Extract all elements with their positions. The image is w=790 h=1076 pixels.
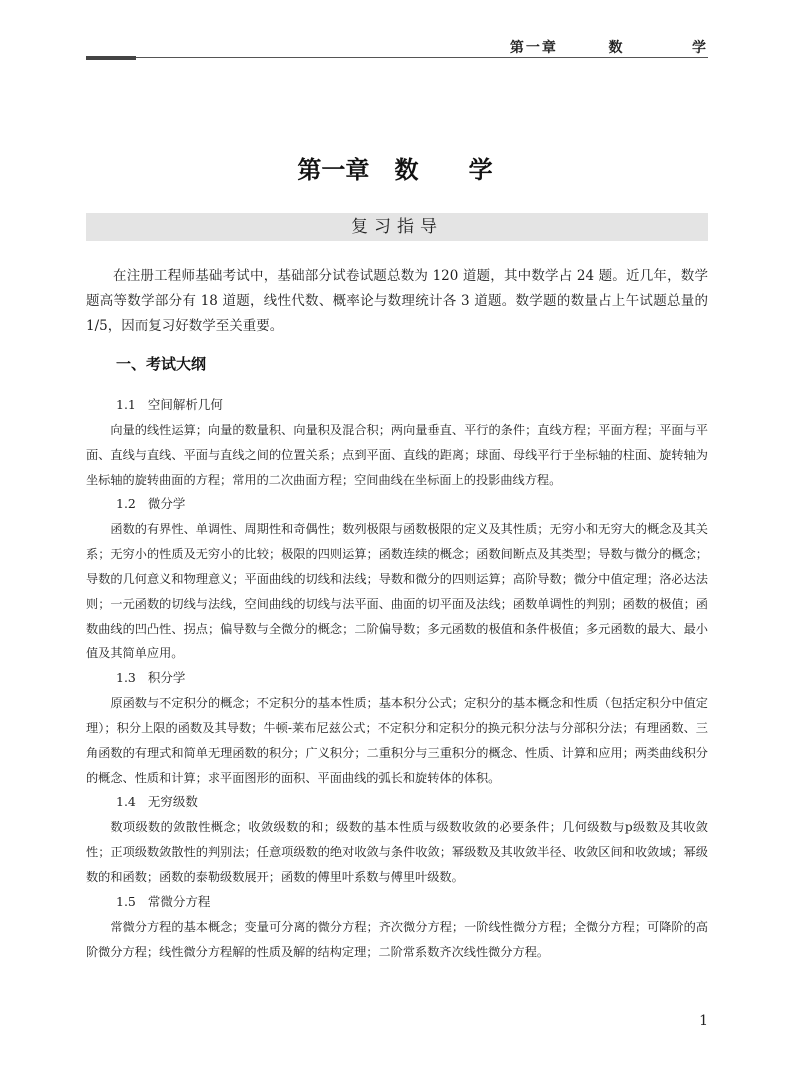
chapter-title: 第一章 数 学 [297, 156, 493, 184]
subsection-body: 向量的线性运算；向量的数量积、向量积及混合积；两向量垂直、平行的条件；直线方程；平面方程；平面与平面、直线与直线、平面与直线之间的位置关系；点到平面、直线的距离；球面、母线平行于坐标轴的柱面、旋转轴为坐标轴的旋转曲面的方程；常用的二次曲面方程；空间曲线在坐标面上的投影曲线方程。 [86, 423, 708, 487]
subsection-heading [86, 666, 708, 691]
subsection-number: 1.1 [116, 397, 136, 412]
outline-subsections [86, 393, 708, 964]
subsection-heading [86, 790, 708, 815]
running-header-title: 第一章 数 学 [509, 40, 708, 56]
subsection-number: 1.2 [116, 496, 136, 512]
subsection-heading [86, 393, 708, 418]
subsection-title: 微分学 [147, 496, 186, 512]
subsection-number: 1.3 [116, 670, 136, 686]
section-title: 复习指导 [351, 217, 443, 237]
subsection-heading [86, 492, 708, 517]
subsection-body: 数项级数的敛散性概念；收敛级数的和；级数的基本性质与级数收敛的必要条件；几何级数与p级数及其收敛性；正项级数敛散性的判别法；任意项级数的绝对收敛与条件收敛；幂级数及其收敛半径、收敛区间和收敛域；幂级数的和函数；函数的泰勒级数展开；函数的傅里叶系数与傅里叶级数。 [86, 820, 708, 884]
header-rule [86, 57, 708, 58]
subsection-title: 无穷级数 [147, 794, 198, 810]
subsection-number: 1.4 [116, 794, 136, 810]
header-rule-accent [86, 56, 136, 60]
subsection-ordinary-differential-equations [86, 890, 708, 965]
intro-paragraph: 在注册工程师基础考试中，基础部分试卷试题总数为 120 道题，其中数学占 24 题。近几年，数学题高等数学部分有 18 道题，线性代数、概率论与数理统计各 3 道题。数学题的数量占上午试题总量的 1/5，因而复习好数学至关重要。 [86, 268, 708, 334]
subsection-heading [86, 890, 708, 915]
subsection-body: 函数的有界性、单调性、周期性和奇偶性；数列极限与函数极限的定义及其性质；无穷小和无穷大的概念及其关系；无穷小的性质及无穷小的比较；极限的四则运算；函数连续的概念；函数间断点及其类型；导数与微分的概念；导数的几何意义和物理意义；平面曲线的切线和法线；导数和微分的四则运算；高阶导数；微分中值定理；洛必达法则；一元函数的切线与法线，空间曲线的切线与法平面、曲面的切平面及法线；函数单调性的判别；函数的极值；函数曲线的凹凸性、拐点；偏导数与全微分的概念；二阶偏导数；多元函数的极值和条件极值；多元函数的最大、最小值及其简单应用。 [86, 522, 708, 661]
subsection-spatial-geometry [86, 393, 708, 492]
running-header [0, 0, 790, 62]
subsection-title: 积分学 [147, 670, 186, 686]
page-number: 1 [699, 1013, 708, 1029]
subsection-body: 原函数与不定积分的概念；不定积分的基本性质；基本积分公式；定积分的基本概念和性质（包括定积分中值定理）；积分上限的函数及其导数；牛顿-莱布尼兹公式；不定积分和定积分的换元积分法与分部积分法；有理函数、三角函数的有理式和简单无理函数的积分；广义积分；二重积分与三重积分的概念、性质、计算和应用；两类曲线积分的概念、性质和计算；求平面图形的面积、平面曲线的弧长和旋转体的体积。 [86, 696, 708, 785]
subsection-body: 常微分方程的基本概念；变量可分离的微分方程；齐次微分方程；一阶线性微分方程；全微分方程；可降阶的高阶微分方程；线性微分方程解的性质及解的结构定理；二阶常系数齐次线性微分方程。 [86, 919, 708, 959]
subsection-number: 1.5 [116, 893, 136, 909]
subsection-title: 常微分方程 [147, 893, 211, 909]
subsection-title: 空间解析几何 [147, 397, 223, 412]
outline-heading: 一、考试大纲 [116, 355, 207, 373]
section-banner [86, 213, 708, 241]
subsection-differential-calculus [86, 492, 708, 666]
subsection-integral-calculus [86, 666, 708, 790]
subsection-infinite-series [86, 790, 708, 889]
